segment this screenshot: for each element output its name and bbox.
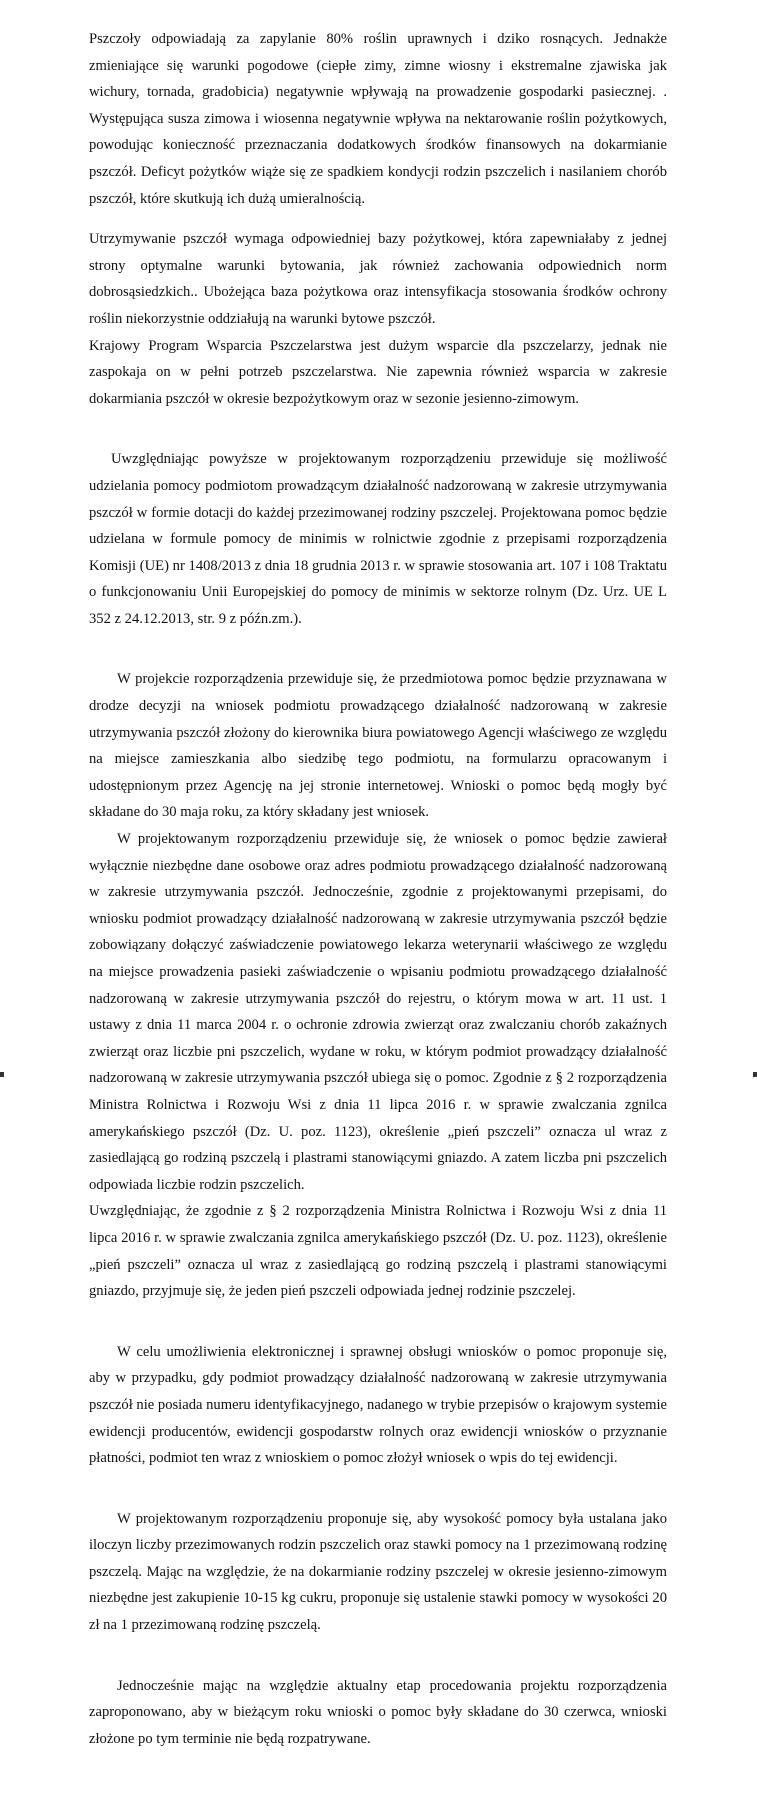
paragraph-bee-hive-definition: Uwzględniając, że zgodnie z § 2 rozporządzenia Ministra Rolnictwa i Rozwoju Wsi z dnia 11 lipca 2016 r. w sprawie zwalczania zgnilca amerykańskiego pszczół (Dz. U. poz. 1123), określenie „pień pszczeli” oznacza ul wraz z zasiedlającą go rodziną pszczelą i plastrami stanowiącymi gniazdo, przyjmuje się, że jeden pień pszczeli odpowiada jednej rodzinie pszczelej. bbox=[89, 1203, 667, 1300]
page-edge-mark-right bbox=[753, 1072, 757, 1077]
paragraph-forage-base: Utrzymywanie pszczół wymaga odpowiedniej bazy pożytkowej, która zapewniałaby z jednej strony optymalne warunki bytowania, jak również zachowania odpowiednich norm dobrosąsiedzkich.. Ubożejąca baza pożytkowa oraz intensyfikacja stosowania środków ochrony roślin niekorzystnie oddziałują na warunki bytowe pszczół. bbox=[89, 231, 667, 327]
paragraph-deadline: Jednocześnie mając na względzie aktualny etap procedowania projektu rozporządzenia zaproponowano, aby w bieżącym roku wnioski o pomoc były składane do 30 czerwca, wnioski złożone po tym terminie nie będą rozpatrywane. bbox=[89, 1677, 667, 1747]
paragraph-aid-rate: W projektowanym rozporządzeniu proponuje się, aby wysokość pomocy była ustalana jako iloczyn liczby przezimowanych rodzin pszczelich oraz stawki pomocy na 1 przezimowaną rodzinę pszczelą. Mając na względzie, że na dokarmianie rodziny pszczelej w okresie jesienno-zimowym niezbędne jest zakupienie 10-15 kg cukru, proponuje się ustalenie stawki pomocy w wysokości 20 zł na 1 przezimowaną rodzinę pszczelą. bbox=[89, 1510, 667, 1634]
page-edge-mark-left bbox=[0, 1072, 4, 1077]
document-body bbox=[89, 26, 667, 1752]
paragraph-application-procedure: W projekcie rozporządzenia przewiduje się, że przedmiotowa pomoc będzie przyznawana w drodze decyzji na wniosek podmiotu prowadzącego działalność nadzorowaną w zakresie utrzymywania pszczół złożony do kierownika biura powiatowego Agencji właściwego ze względu na miejsce zamieszkania albo siedzibę tego podmiotu, na formularzu opracowanym i udostępnionym przez Agencję na jej stronie internetowej. Wnioski o pomoc będą mogły być składane do 30 maja roku, za który składany jest wniosek. bbox=[89, 671, 667, 821]
paragraph-application-contents: W projektowanym rozporządzeniu przewiduje się, że wniosek o pomoc będzie zawierał wyłącznie niezbędne dane osobowe oraz adres podmiotu prowadzącego działalność nadzorowaną w zakresie utrzymywania pszczół. Jednocześnie, zgodnie z projektowanymi przepisami, do wniosku podmiot prowadzący działalność nadzorowaną w zakresie utrzymywania pszczół będzie zobowiązany dołączyć zaświadczenie powiatowego lekarza weterynarii właściwego ze względu na miejsce prowadzenia pasieki zaświadczenie o wpisaniu podmiotu prowadzącego działalność nadzorowaną w zakresie utrzymywania pszczół do rejestru, o którym mowa w art. 11 ust. 1 ustawy z dnia 11 marca 2004 r. o ochronie zdrowia zwierząt oraz zwalczaniu chorób zakaźnych zwierząt oraz liczbie pni pszczelich, wydane w roku, w którym podmiot prowadzący działalność nadzorowaną w zakresie utrzymywania pszczół ubiega się o pomoc. Zgodnie z § 2 rozporządzenia Ministra Rolnictwa i Rozwoju Wsi z dnia 11 lipca 2016 r. w sprawie zwalczania zgnilca amerykańskiego pszczół (Dz. U. poz. 1123), określenie „pień pszczeli” oznacza ul wraz z zasiedlającą go rodziną pszczelą i plastrami stanowiącymi gniazdo. A zatem liczba pni pszczelich odpowiada liczbie rodzin pszczelich. bbox=[89, 831, 667, 1193]
paragraph-de-minimis-aid: Uwzględniając powyższe w projektowanym rozporządzeniu przewiduje się możliwość udzielania pomocy podmiotom prowadzącym działalność nadzorowaną w zakresie utrzymywania pszczół w formie dotacji do każdej przezimowanej rodziny pszczelej. Projektowana pomoc będzie udzielana w formule pomocy de minimis w rolnictwie zgodnie z przepisami rozporządzenia Komisji (UE) nr 1408/2013 z dnia 18 grudnia 2013 r. w sprawie stosowania art. 107 i 108 Traktatu o funkcjonowaniu Unii Europejskiej do pomocy de minimis w sektorze rolnym (Dz. Urz. UE L 352 z 24.12.2013, str. 9 z późn.zm.). bbox=[89, 451, 667, 627]
paragraph-electronic-handling: W celu umożliwienia elektronicznej i sprawnej obsługi wniosków o pomoc proponuje się, aby w przypadku, gdy podmiot prowadzący działalność nadzorowaną w zakresie utrzymywania pszczół nie posiada numeru identyfikacyjnego, nadanego w trybie przepisów o krajowym systemie ewidencji producentów, ewidencji gospodarstw rolnych oraz ewidencji wniosków o przyznanie płatności, podmiot ten wraz z wnioskiem o pomoc złożył wniosek o wpis do tej ewidencji. bbox=[89, 1343, 667, 1467]
paragraph-bees-pollination: Pszczoły odpowiadają za zapylanie 80% roślin uprawnych i dziko rosnących. Jednakże zmieniające się warunki pogodowe (ciepłe zimy, zimne wiosny i ekstremalne zjawiska jak wichury, tornada, gradobicia) negatywnie wpływają na prowadzenie gospodarki pasiecznej. . Występująca susza zimowa i wiosenna negatywnie wpływa na nektarowanie roślin pożytkowych, powodując konieczność przeznaczania dodatkowych środków finansowych na dokarmianie pszczół. Deficyt pożytków wiąże się ze spadkiem kondycji rodzin pszczelich i nasilaniem chorób pszczół, które skutkują ich dużą umieralnością. bbox=[89, 31, 667, 207]
paragraph-national-program: Krajowy Program Wsparcia Pszczelarstwa jest dużym wsparcie dla pszczelarzy, jednak nie zaspokaja on w pełni potrzeb pszczelarstwa. Nie zapewnia również wsparcia w zakresie dokarmiania pszczół w okresie bezpożytkowym oraz w sezonie jesienno-zimowym. bbox=[89, 337, 667, 407]
